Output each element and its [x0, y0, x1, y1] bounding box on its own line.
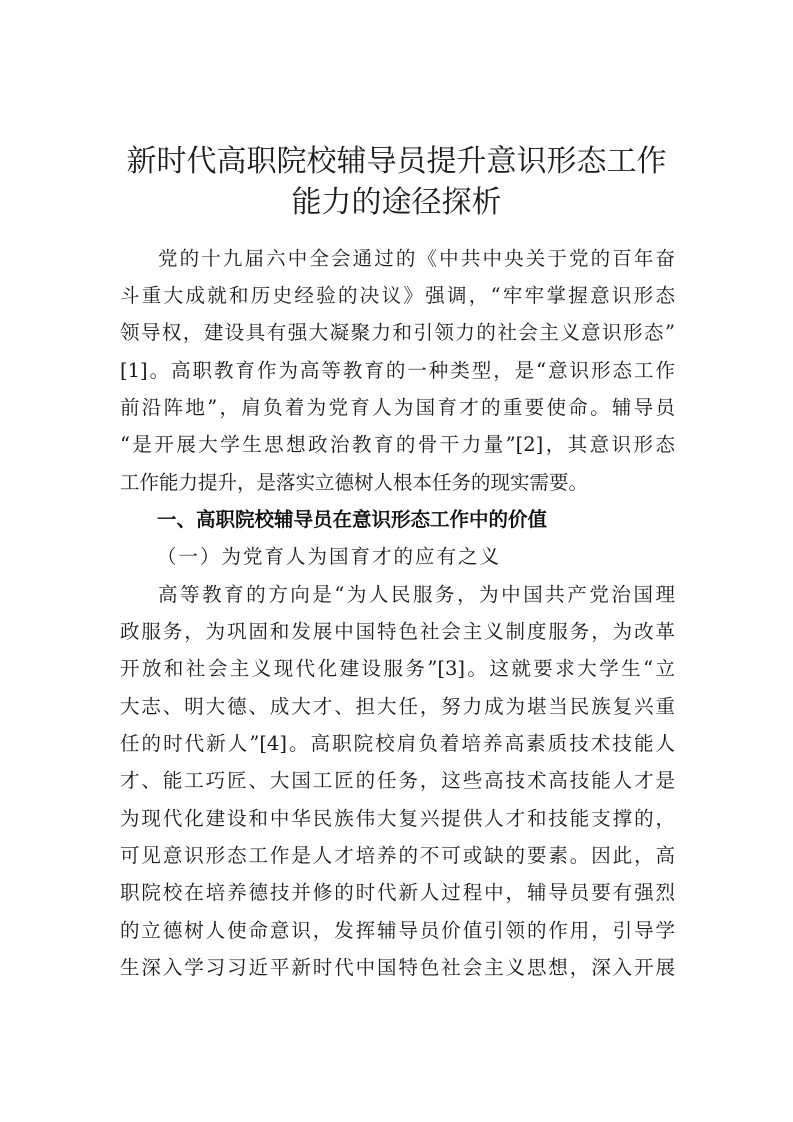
body-paragraph-line: 开放和社会主义现代化建设服务”[3]。这就要求大学生“立: [120, 657, 675, 680]
intro-paragraph-line: 领导权，建设具有强大凝聚力和引领力的社会主义意识形态”: [120, 321, 675, 344]
body-paragraph-line: 大志、明大德、成大才、担大任，努力成为堪当民族复兴重: [120, 695, 675, 718]
body-paragraph-line: 的立德树人使命意识，发挥辅导员价值引领的作用，引导学: [120, 919, 675, 942]
document-title-line-1: 新时代高职院校辅导员提升意识形态工作: [126, 144, 667, 179]
body-paragraph-line: 职院校在培养德技并修的时代新人过程中，辅导员要有强烈: [120, 881, 675, 904]
document-title-line-2: 能力的途径探析: [291, 185, 502, 220]
intro-paragraph-line: 前沿阵地”，肩负着为党育人为国育才的重要使命。辅导员: [120, 396, 675, 419]
intro-paragraph-line: 党的十九届六中全会通过的《中共中央关于党的百年奋: [158, 247, 675, 270]
body-paragraph-line: 高等教育的方向是“为人民服务，为中国共产党治国理: [158, 583, 675, 606]
subsection-heading: （一）为党育人为国育才的应有之义: [157, 545, 502, 568]
body-paragraph-line: 任的时代新人”[4]。高职院校肩负着培养高素质技术技能人: [120, 732, 675, 755]
body-paragraph-line: 生深入学习习近平新时代中国特色社会主义思想，深入开展: [120, 956, 675, 979]
intro-paragraph-line: [1]。高职教育作为高等教育的一种类型，是“意识形态工作: [120, 359, 675, 382]
intro-paragraph-line: “是开展大学生思想政治教育的骨干力量”[2]，其意识形态: [120, 433, 675, 456]
section-heading: 一、高职院校辅导员在意识形态工作中的价值: [157, 508, 548, 531]
intro-paragraph-line: 斗重大成就和历史经验的决议》强调，“牢牢掌握意识形态: [120, 284, 675, 307]
body-paragraph-line: 为现代化建设和中华民族伟大复兴提供人才和技能支撑的，: [120, 807, 675, 830]
body-paragraph-line: 才、能工巧匠、大国工匠的任务，这些高技术高技能人才是: [120, 769, 675, 792]
intro-paragraph-line: 工作能力提升，是落实立德树人根本任务的现实需要。: [120, 471, 589, 494]
body-paragraph-line: 可见意识形态工作是人才培养的不可或缺的要素。因此，高: [120, 844, 675, 867]
body-paragraph-line: 政服务，为巩固和发展中国特色社会主义制度服务，为改革: [120, 620, 675, 643]
